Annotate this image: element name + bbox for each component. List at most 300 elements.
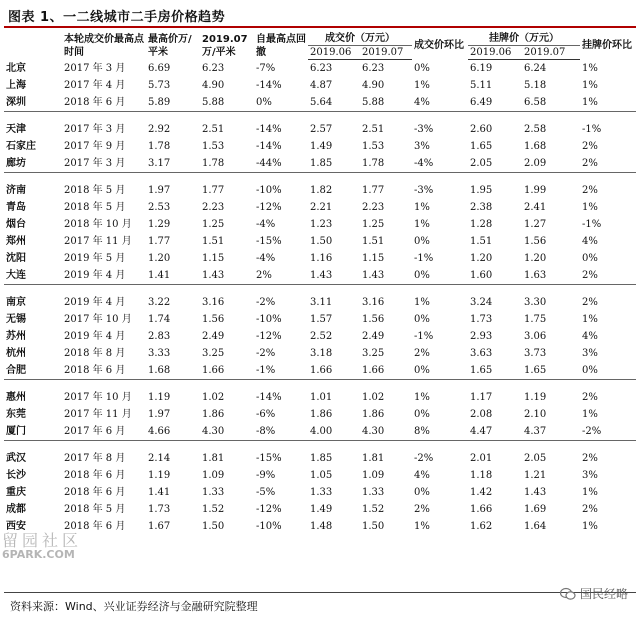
deal-2019-06-cell: 1.66 bbox=[308, 362, 360, 380]
table-row bbox=[4, 216, 636, 233]
list-2019-07-cell: 1.21 bbox=[524, 470, 547, 481]
deal-mom-cell: 0% bbox=[412, 267, 468, 285]
peak-price-cell: 5.89 bbox=[146, 94, 200, 112]
list-2019-06-cell: 2.93 bbox=[470, 331, 493, 342]
list-2019-06-cell: 4.47 bbox=[468, 423, 522, 441]
drawdown-cell: -2% bbox=[256, 297, 276, 308]
deal-mom-cell: 1% bbox=[414, 521, 430, 532]
deal-mom-cell: 2% bbox=[414, 504, 430, 515]
wechat-icon bbox=[560, 587, 576, 601]
deal-mom-cell: 8% bbox=[412, 423, 468, 441]
price-2019-07-cell: 1.77 bbox=[202, 185, 225, 196]
group-spacer-cell bbox=[4, 285, 636, 295]
peak-time-cell: 2018 年 10 月 bbox=[64, 219, 132, 230]
list-2019-07-cell: 1.43 bbox=[524, 487, 547, 498]
peak-price-cell: 1.41 bbox=[146, 267, 200, 285]
deal-mom-cell: -2% bbox=[414, 453, 434, 464]
deal-2019-07-cell: 1.53 bbox=[362, 141, 385, 152]
list-2019-06-cell: 1.17 bbox=[470, 392, 493, 403]
table-row bbox=[4, 423, 636, 441]
price-2019-07-cell: 1.15 bbox=[202, 253, 225, 264]
city-cell: 深圳 bbox=[4, 94, 62, 112]
group-spacer bbox=[4, 285, 636, 295]
drawdown-cell: -2% bbox=[256, 348, 276, 359]
price-2019-07-cell: 3.25 bbox=[202, 348, 225, 359]
deal-2019-06-cell: 1.85 bbox=[308, 155, 360, 173]
deal-2019-07-cell: 4.30 bbox=[360, 423, 412, 441]
list-2019-06-cell: 6.49 bbox=[468, 94, 522, 112]
list-2019-07-cell: 1.68 bbox=[524, 141, 547, 152]
list-2019-06-cell: 6.19 bbox=[470, 63, 493, 74]
table-row bbox=[4, 294, 636, 311]
deal-mom-cell: -3% bbox=[414, 124, 434, 135]
peak-time-cell: 2017 年 3 月 bbox=[64, 124, 126, 135]
source-note: 资料来源：Wind、兴业证券经济与金融研究院整理 bbox=[10, 600, 258, 613]
deal-2019-07-cell: 1.77 bbox=[362, 185, 385, 196]
deal-2019-06-cell: 1.85 bbox=[310, 453, 333, 464]
peak-price-cell: 3.33 bbox=[148, 348, 171, 359]
deal-2019-07-cell: 1.86 bbox=[362, 409, 385, 420]
list-2019-06-cell: 1.73 bbox=[470, 314, 493, 325]
deal-2019-06-cell: 1.86 bbox=[310, 409, 333, 420]
city-cell: 廊坊 bbox=[4, 155, 62, 173]
city-cell: 重庆 bbox=[6, 487, 26, 498]
group-spacer-cell bbox=[4, 441, 636, 451]
price-table bbox=[4, 32, 636, 535]
list-2019-07-cell: 2.41 bbox=[524, 202, 547, 213]
list-2019-07-cell: 2.10 bbox=[524, 409, 547, 420]
table-row bbox=[4, 518, 636, 535]
list-2019-07-cell: 1.75 bbox=[524, 314, 547, 325]
city-cell: 西安 bbox=[6, 521, 26, 532]
list-mom-cell: 3% bbox=[582, 348, 598, 359]
peak-time-cell: 2018 年 6 月 bbox=[62, 362, 146, 380]
list-2019-07-cell: 1.99 bbox=[524, 185, 547, 196]
peak-price-cell: 1.19 bbox=[148, 392, 171, 403]
list-2019-06-cell: 1.51 bbox=[470, 236, 493, 247]
group-spacer bbox=[4, 441, 636, 451]
list-mom-cell: 1% bbox=[582, 314, 598, 325]
peak-price-cell: 1.74 bbox=[148, 314, 171, 325]
peak-time-cell: 2017 年 11 月 bbox=[64, 236, 132, 247]
deal-mom-cell: 1% bbox=[414, 202, 430, 213]
table-row bbox=[4, 77, 636, 94]
list-2019-07-cell: 5.18 bbox=[524, 80, 547, 91]
price-2019-07-cell: 3.16 bbox=[202, 297, 225, 308]
deal-2019-07-cell: 4.90 bbox=[362, 80, 385, 91]
deal-mom-cell: 0% bbox=[414, 314, 430, 325]
list-mom-cell: 2% bbox=[580, 155, 636, 173]
deal-2019-06-cell: 1.33 bbox=[310, 487, 333, 498]
list-2019-07-cell: 4.37 bbox=[522, 423, 580, 441]
deal-2019-07-cell: 1.25 bbox=[362, 219, 385, 230]
city-cell: 成都 bbox=[6, 504, 26, 515]
price-2019-07-cell: 1.50 bbox=[202, 521, 225, 532]
list-2019-06-cell: 2.01 bbox=[470, 453, 493, 464]
list-2019-07-cell: 2.05 bbox=[524, 453, 547, 464]
list-2019-07-cell: 3.73 bbox=[524, 348, 547, 359]
group-spacer-cell bbox=[4, 380, 636, 390]
list-2019-06-cell: 1.42 bbox=[470, 487, 493, 498]
list-mom-cell: 2% bbox=[582, 185, 598, 196]
table-row bbox=[4, 60, 636, 78]
peak-time-cell: 2019 年 4 月 bbox=[64, 297, 126, 308]
deal-mom-cell: 4% bbox=[412, 94, 468, 112]
city-cell: 苏州 bbox=[6, 331, 26, 342]
deal-2019-06-cell: 3.18 bbox=[310, 348, 333, 359]
drawdown-header: 自最高点回撤 bbox=[256, 33, 306, 58]
group-spacer-cell bbox=[4, 173, 636, 183]
list-mom-cell: 2% bbox=[582, 453, 598, 464]
deal-2019-06-cell: 4.87 bbox=[310, 80, 333, 91]
peak-price-cell: 1.68 bbox=[146, 362, 200, 380]
deal-2019-06-cell: 1.57 bbox=[310, 314, 333, 325]
deal-2019-07-cell: 1.81 bbox=[362, 453, 385, 464]
drawdown-cell: -14% bbox=[256, 80, 282, 91]
peak-price-cell: 1.78 bbox=[148, 141, 171, 152]
list-2019-07-cell: 1.56 bbox=[524, 236, 547, 247]
list-mom-cell: 2% bbox=[582, 297, 598, 308]
list-2019-07-cell: 1.65 bbox=[522, 362, 580, 380]
deal-2019-06-cell: 1.43 bbox=[308, 267, 360, 285]
city-cell: 沈阳 bbox=[6, 253, 26, 264]
list-mom-cell: 2% bbox=[582, 504, 598, 515]
list-2019-07-cell: 1.27 bbox=[524, 219, 547, 230]
list-mom-cell: 0% bbox=[580, 362, 636, 380]
peak-price-cell: 1.29 bbox=[148, 219, 171, 230]
peak-time-header: 本轮成交价最高点时间 bbox=[64, 33, 144, 58]
list-2019-06-cell: 1.65 bbox=[470, 141, 493, 152]
table-row bbox=[4, 328, 636, 345]
deal-2019-06-cell: 1.49 bbox=[310, 504, 333, 515]
city-cell: 大连 bbox=[4, 267, 62, 285]
deal-2019-07-cell: 1.66 bbox=[360, 362, 412, 380]
price-2019-07-header: 2019.07万/平米 bbox=[202, 33, 248, 58]
city-cell: 合肥 bbox=[4, 362, 62, 380]
deal-2019-07-cell: 1.33 bbox=[362, 487, 385, 498]
peak-time-cell: 2017 年 6 月 bbox=[62, 423, 146, 441]
deal-2019-07-cell: 3.25 bbox=[362, 348, 385, 359]
price-2019-07-cell: 2.23 bbox=[202, 202, 225, 213]
table-row bbox=[4, 138, 636, 155]
price-2019-07-cell: 6.23 bbox=[202, 62, 225, 74]
drawdown-cell: -10% bbox=[256, 185, 282, 196]
drawdown-cell: -12% bbox=[256, 504, 282, 515]
deal-2019-07-cell: 1.56 bbox=[362, 314, 385, 325]
list-2019-06-cell: 2.05 bbox=[468, 155, 522, 173]
list-2019-07-cell: 1.69 bbox=[524, 504, 547, 515]
price-2019-07-cell: 1.78 bbox=[200, 155, 254, 173]
city-cell: 厦门 bbox=[4, 423, 62, 441]
deal-mom-cell: 0% bbox=[414, 236, 430, 247]
brand-badge bbox=[560, 585, 628, 602]
price-2019-07-cell: 1.66 bbox=[200, 362, 254, 380]
deal-2019-07-cell: 1.43 bbox=[360, 267, 412, 285]
city-cell: 无锡 bbox=[6, 314, 26, 325]
peak-time-cell: 2017 年 10 月 bbox=[64, 392, 132, 403]
price-2019-07-cell: 1.56 bbox=[202, 314, 225, 325]
peak-price-cell: 1.97 bbox=[148, 409, 171, 420]
drawdown-cell: -10% bbox=[256, 314, 282, 325]
list-mom-cell: 1% bbox=[582, 521, 598, 532]
deal-mom-cell: 1% bbox=[414, 80, 430, 91]
peak-time-cell: 2018 年 5 月 bbox=[64, 504, 126, 515]
list-mom-cell: 2% bbox=[582, 392, 598, 403]
city-header bbox=[4, 32, 62, 60]
list-mom-cell: 2% bbox=[580, 267, 636, 285]
deal-2019-06-header: 2019.06 bbox=[308, 46, 360, 60]
deal-mom-cell: -1% bbox=[414, 331, 434, 342]
list-mom-cell: -1% bbox=[582, 219, 602, 230]
list-mom-cell: 4% bbox=[582, 236, 598, 247]
list-2019-07-header: 2019.07 bbox=[522, 46, 580, 60]
deal-mom-cell: 0% bbox=[414, 62, 430, 74]
table-row bbox=[4, 182, 636, 199]
peak-price-cell: 4.66 bbox=[146, 423, 200, 441]
drawdown-cell: -8% bbox=[254, 423, 308, 441]
deal-2019-06-cell: 6.23 bbox=[310, 63, 333, 74]
table-row bbox=[4, 501, 636, 518]
table-row bbox=[4, 233, 636, 250]
price-2019-07-cell: 1.52 bbox=[202, 504, 225, 515]
price-2019-07-cell: 1.81 bbox=[202, 453, 225, 464]
price-2019-07-cell: 2.49 bbox=[202, 331, 225, 342]
list-mom-cell: 3% bbox=[582, 470, 598, 481]
peak-price-cell: 1.97 bbox=[148, 185, 171, 196]
city-cell: 东莞 bbox=[6, 409, 26, 420]
price-2019-07-cell: 1.53 bbox=[202, 141, 225, 152]
table-row bbox=[4, 450, 636, 467]
peak-time-cell: 2018 年 8 月 bbox=[64, 348, 126, 359]
peak-price-cell: 1.67 bbox=[148, 521, 171, 532]
peak-time-cell: 2019 年 4 月 bbox=[64, 331, 126, 342]
list-mom-cell: 1% bbox=[580, 94, 636, 112]
drawdown-cell: -10% bbox=[256, 521, 282, 532]
price-2019-07-cell: 1.33 bbox=[202, 487, 225, 498]
drawdown-cell: -15% bbox=[256, 236, 282, 247]
city-cell: 石家庄 bbox=[6, 141, 36, 152]
deal-2019-06-cell: 1.48 bbox=[310, 521, 333, 532]
peak-time-cell: 2018 年 6 月 bbox=[64, 521, 126, 532]
list-mom-cell: 1% bbox=[582, 80, 598, 91]
list-2019-06-cell: 1.28 bbox=[470, 219, 493, 230]
deal-2019-07-cell: 3.16 bbox=[362, 297, 385, 308]
peak-time-cell: 2017 年 10 月 bbox=[64, 314, 132, 325]
drawdown-cell: -44% bbox=[254, 155, 308, 173]
figure-title: 图表 1、一二线城市二手房价格趋势 bbox=[8, 10, 226, 25]
list-2019-06-cell: 3.24 bbox=[470, 297, 493, 308]
drawdown-cell: -9% bbox=[256, 470, 276, 481]
peak-price-cell: 2.83 bbox=[148, 331, 171, 342]
peak-time-cell: 2018 年 6 月 bbox=[64, 487, 126, 498]
deal-mom-cell: -1% bbox=[414, 253, 434, 264]
table-row bbox=[4, 362, 636, 380]
list-2019-06-cell: 1.60 bbox=[468, 267, 522, 285]
deal-2019-07-cell: 1.50 bbox=[362, 521, 385, 532]
deal-2019-07-cell: 1.02 bbox=[362, 392, 385, 403]
table-row bbox=[4, 250, 636, 267]
peak-time-cell: 2017 年 8 月 bbox=[64, 453, 126, 464]
list-2019-06-cell: 5.11 bbox=[470, 80, 493, 91]
deal-2019-07-cell: 2.23 bbox=[362, 202, 385, 213]
list-2019-06-cell: 3.63 bbox=[470, 348, 493, 359]
city-cell: 天津 bbox=[6, 124, 26, 135]
list-2019-07-cell: 1.19 bbox=[524, 392, 547, 403]
deal-2019-06-cell: 2.57 bbox=[310, 124, 333, 135]
deal-2019-06-cell: 1.05 bbox=[310, 470, 333, 481]
peak-time-cell: 2018 年 6 月 bbox=[64, 470, 126, 481]
deal-2019-07-header: 2019.07 bbox=[360, 46, 412, 60]
list-mom-cell: -2% bbox=[580, 423, 636, 441]
deal-mom-cell: 0% bbox=[412, 362, 468, 380]
group-spacer bbox=[4, 173, 636, 183]
deal-2019-07-cell: 1.51 bbox=[362, 236, 385, 247]
deal-2019-06-cell: 1.82 bbox=[310, 185, 333, 196]
drawdown-cell: -14% bbox=[256, 141, 282, 152]
drawdown-cell: -1% bbox=[254, 362, 308, 380]
deal-2019-07-cell: 1.52 bbox=[362, 504, 385, 515]
table-row bbox=[4, 121, 636, 138]
deal-2019-07-cell: 6.23 bbox=[362, 63, 385, 74]
list-2019-07-cell: 1.64 bbox=[524, 521, 547, 532]
peak-price-cell: 3.17 bbox=[146, 155, 200, 173]
peak-price-cell: 1.19 bbox=[148, 470, 171, 481]
city-cell: 济南 bbox=[6, 185, 26, 196]
group-spacer bbox=[4, 112, 636, 122]
deal-mom-cell: -4% bbox=[412, 155, 468, 173]
deal-2019-07-cell: 1.15 bbox=[362, 253, 385, 264]
list-mom-cell: 1% bbox=[582, 409, 598, 420]
deal-mom-cell: 1% bbox=[414, 297, 430, 308]
drawdown-cell: -4% bbox=[256, 253, 276, 264]
peak-price-cell: 2.53 bbox=[148, 202, 171, 213]
group-spacer-cell bbox=[4, 112, 636, 122]
brand-name: 国民经略 bbox=[579, 587, 628, 601]
table-row bbox=[4, 199, 636, 216]
peak-time-cell: 2018 年 5 月 bbox=[64, 202, 126, 213]
table-row bbox=[4, 484, 636, 501]
deal-2019-06-cell: 1.50 bbox=[310, 236, 333, 247]
drawdown-cell: -12% bbox=[256, 202, 282, 213]
list-2019-06-cell: 1.65 bbox=[468, 362, 522, 380]
table-row bbox=[4, 389, 636, 406]
deal-mom-cell: 2% bbox=[414, 348, 430, 359]
deal-2019-07-cell: 2.51 bbox=[362, 124, 385, 135]
list-2019-06-cell: 1.66 bbox=[470, 504, 493, 515]
list-2019-07-cell: 3.06 bbox=[524, 331, 547, 342]
drawdown-cell: 2% bbox=[254, 267, 308, 285]
deal-2019-06-cell: 4.00 bbox=[308, 423, 360, 441]
deal-mom-cell: 3% bbox=[414, 141, 430, 152]
deal-2019-06-cell: 3.11 bbox=[310, 297, 333, 308]
peak-price-cell: 2.92 bbox=[148, 124, 171, 135]
price-2019-07-cell: 1.43 bbox=[200, 267, 254, 285]
list-mom-cell: 2% bbox=[582, 141, 598, 152]
list-2019-06-cell: 1.62 bbox=[470, 521, 493, 532]
peak-price-header: 最高价万/平米 bbox=[148, 33, 192, 58]
drawdown-cell: -14% bbox=[256, 124, 282, 135]
peak-price-cell: 1.20 bbox=[148, 253, 171, 264]
drawdown-cell: -12% bbox=[256, 331, 282, 342]
peak-price-cell: 1.41 bbox=[148, 487, 171, 498]
list-2019-07-cell: 1.20 bbox=[524, 253, 547, 264]
list-2019-06-cell: 2.60 bbox=[470, 124, 493, 135]
deal-mom-cell: 0% bbox=[414, 409, 430, 420]
table-row bbox=[4, 94, 636, 112]
deal-mom-cell: 4% bbox=[414, 470, 430, 481]
peak-time-cell: 2019 年 5 月 bbox=[64, 253, 126, 264]
list-price-group-header: 挂牌价（万元） bbox=[468, 32, 580, 46]
list-mom-cell: 1% bbox=[582, 62, 598, 74]
list-2019-07-cell: 6.24 bbox=[524, 63, 547, 74]
deal-2019-06-cell: 2.21 bbox=[310, 202, 333, 213]
city-cell: 烟台 bbox=[6, 219, 26, 230]
city-cell: 郑州 bbox=[6, 236, 26, 247]
deal-2019-07-cell: 2.49 bbox=[362, 331, 385, 342]
peak-price-cell: 5.73 bbox=[148, 80, 171, 91]
list-2019-07-cell: 6.58 bbox=[522, 94, 580, 112]
deal-2019-06-cell: 1.16 bbox=[310, 253, 333, 264]
deal-mom-cell: 1% bbox=[414, 219, 430, 230]
peak-price-cell: 3.22 bbox=[148, 297, 171, 308]
peak-time-cell: 2018 年 5 月 bbox=[64, 185, 126, 196]
drawdown-cell: -15% bbox=[256, 453, 282, 464]
list-mom-cell: 0% bbox=[582, 253, 598, 264]
table-row bbox=[4, 267, 636, 285]
deal-2019-06-cell: 2.52 bbox=[310, 331, 333, 342]
drawdown-cell: 0% bbox=[254, 94, 308, 112]
list-mom-cell: 1% bbox=[582, 487, 598, 498]
price-2019-07-cell: 4.30 bbox=[200, 423, 254, 441]
group-spacer bbox=[4, 380, 636, 390]
list-2019-07-cell: 3.30 bbox=[524, 297, 547, 308]
title-rule bbox=[4, 26, 636, 28]
list-mom-cell: 1% bbox=[582, 202, 598, 213]
peak-price-cell: 1.73 bbox=[148, 504, 171, 515]
table-row bbox=[4, 345, 636, 362]
deal-2019-06-cell: 1.23 bbox=[310, 219, 333, 230]
deal-2019-06-cell: 1.01 bbox=[310, 392, 333, 403]
table-row bbox=[4, 155, 636, 173]
deal-2019-06-cell: 5.64 bbox=[308, 94, 360, 112]
city-cell: 青岛 bbox=[6, 202, 26, 213]
table-body bbox=[4, 60, 636, 536]
city-cell: 北京 bbox=[6, 62, 26, 74]
peak-time-cell: 2018 年 6 月 bbox=[62, 94, 146, 112]
list-2019-06-cell: 2.08 bbox=[470, 409, 493, 420]
city-cell: 上海 bbox=[6, 80, 26, 91]
deal-mom-cell: -3% bbox=[414, 185, 434, 196]
drawdown-cell: -6% bbox=[256, 409, 276, 420]
price-2019-07-cell: 1.25 bbox=[202, 219, 225, 230]
watermark-text: 留园社区 bbox=[2, 531, 83, 550]
list-2019-06-header: 2019.06 bbox=[468, 46, 522, 60]
peak-time-cell: 2017 年 11 月 bbox=[64, 409, 132, 420]
city-cell: 惠州 bbox=[6, 392, 26, 403]
watermark-site: 6PARK.COM bbox=[2, 548, 75, 561]
list-2019-07-cell: 1.63 bbox=[522, 267, 580, 285]
list-2019-06-cell: 1.20 bbox=[470, 253, 493, 264]
peak-price-cell: 6.69 bbox=[148, 62, 171, 74]
table-row bbox=[4, 311, 636, 328]
list-2019-06-cell: 2.38 bbox=[470, 202, 493, 213]
bottom-rule bbox=[4, 592, 636, 593]
table-row bbox=[4, 406, 636, 423]
city-cell: 南京 bbox=[6, 297, 26, 308]
list-2019-07-cell: 2.58 bbox=[524, 124, 547, 135]
price-2019-07-cell: 1.02 bbox=[202, 392, 225, 403]
peak-time-cell: 2017 年 9 月 bbox=[64, 141, 126, 152]
